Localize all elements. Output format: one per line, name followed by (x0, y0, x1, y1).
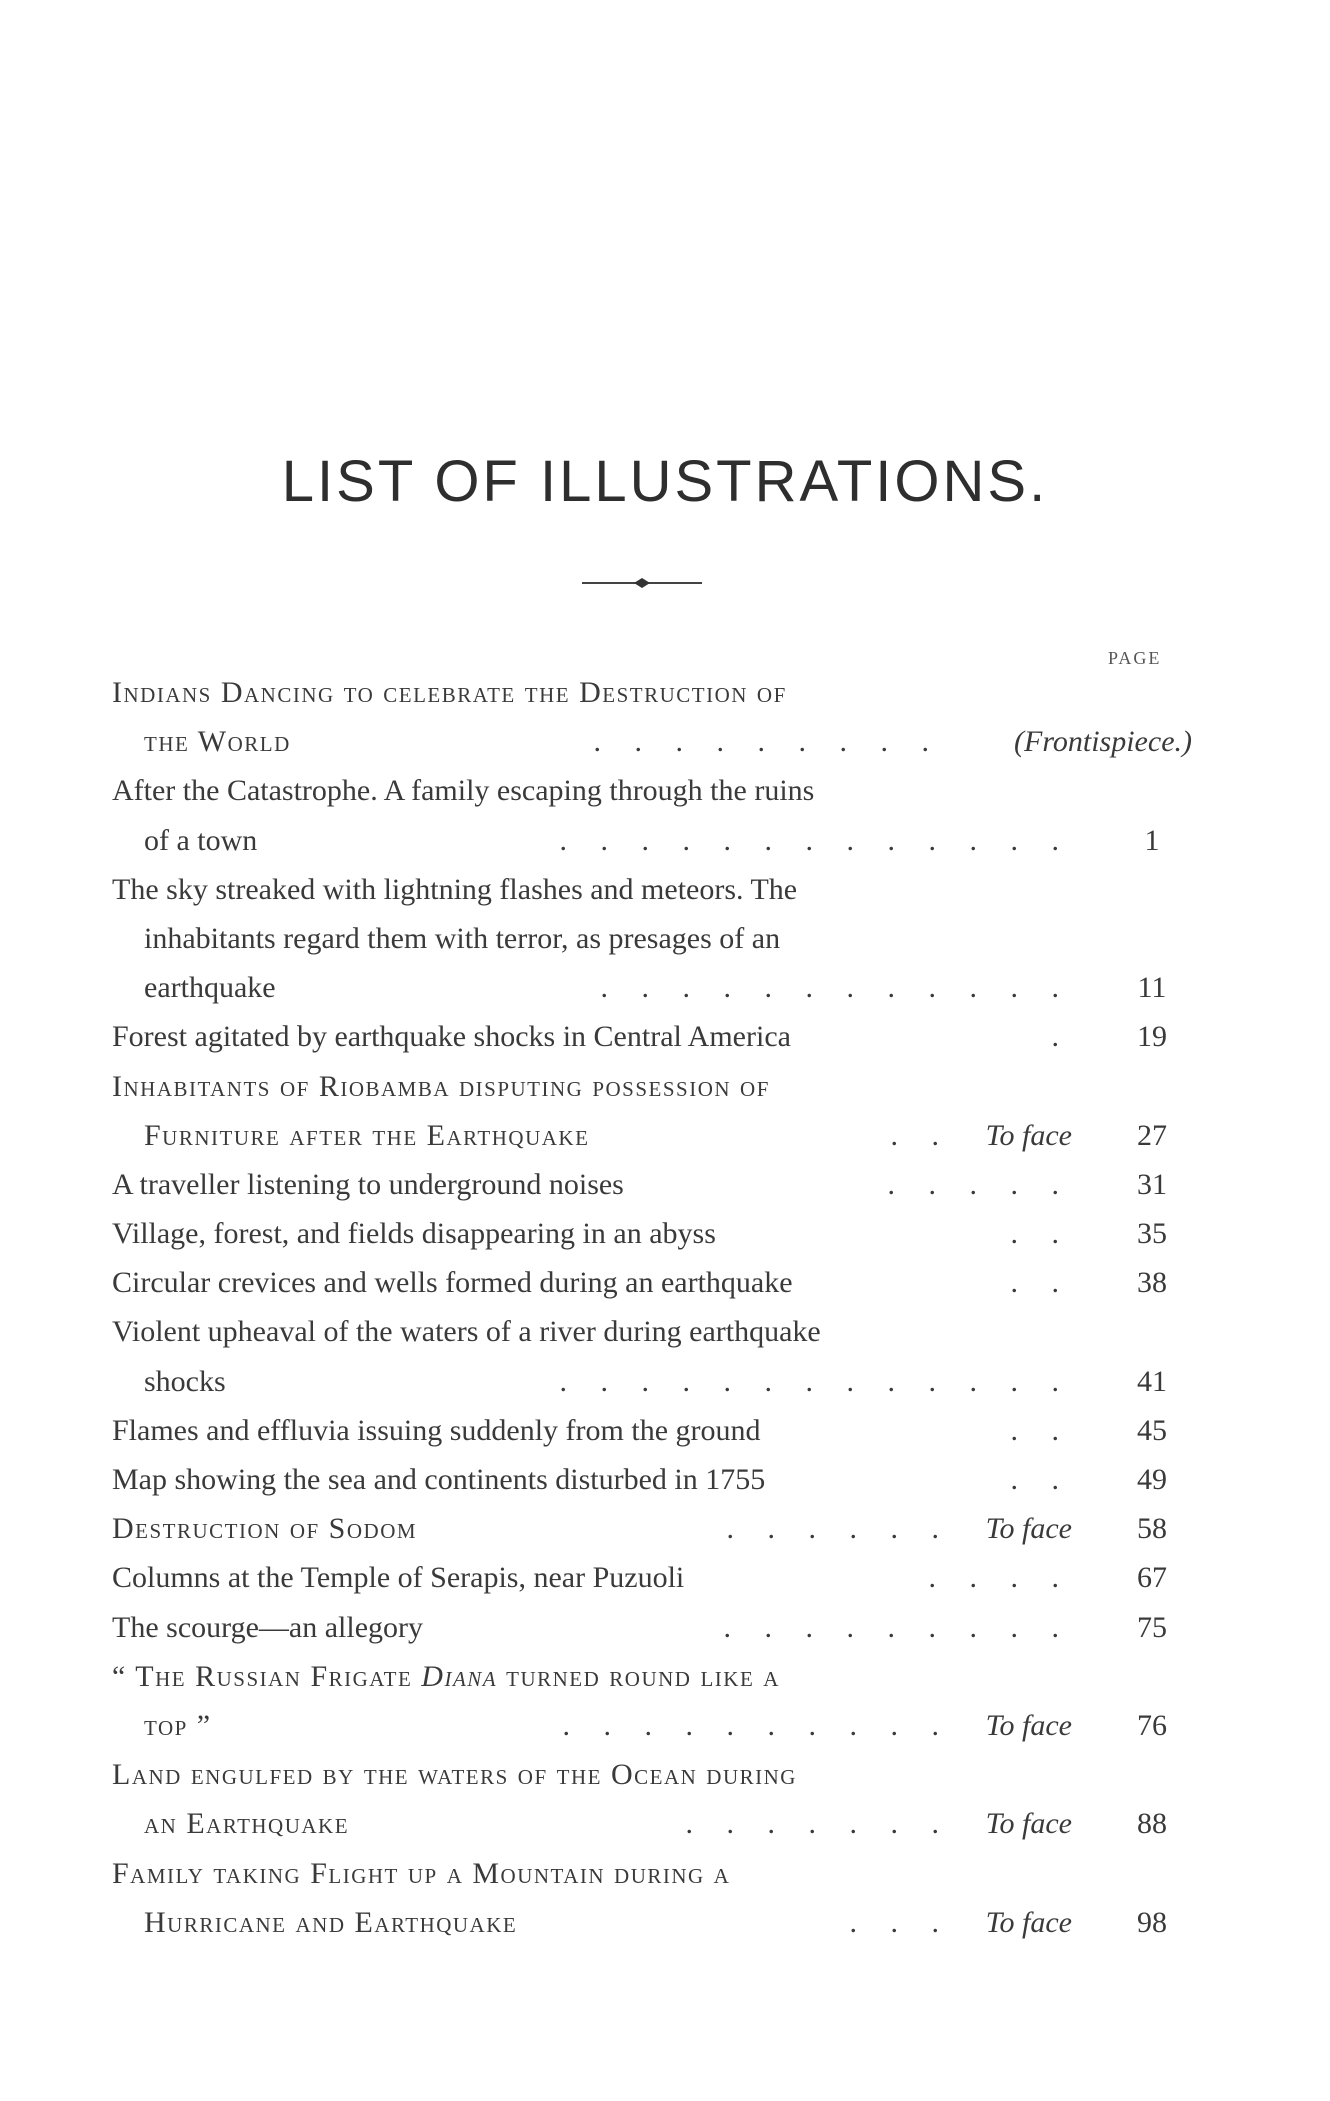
page-number: 11 (1137, 971, 1167, 1005)
page-number: 45 (1137, 1413, 1167, 1447)
page-number: 75 (1137, 1610, 1167, 1644)
to-face-label: To face (985, 1118, 1072, 1152)
dot-leader: . . (890, 1118, 952, 1152)
entry-text: of a town (144, 823, 258, 857)
page-column-label: PAGE (1108, 648, 1162, 668)
dot-leader: . . . (849, 1905, 952, 1939)
list-item (112, 1012, 1192, 1061)
entry-text: Columns at the Temple of Serapis, near Puzuoli (112, 1561, 685, 1595)
entry-text: Flames and effluvia issuing suddenly from the ground (112, 1413, 761, 1447)
dot-leader: . . . . . . . (685, 1807, 952, 1841)
list-item-continuation (112, 1111, 1192, 1160)
entry-text: Indians Dancing to celebrate the Destruction of (112, 676, 787, 709)
entry-text-part: “ The Russian Frigate (112, 1659, 422, 1693)
list-item (112, 1553, 1192, 1602)
list-item (112, 865, 1192, 914)
to-face-label: To face (985, 1708, 1072, 1742)
list-item (112, 1258, 1192, 1307)
page-number: 31 (1137, 1167, 1167, 1201)
dot-leader: . . . . . . (726, 1512, 952, 1546)
list-item-continuation (112, 1357, 1192, 1406)
list-item-continuation (112, 1799, 1192, 1848)
list-item (112, 1062, 1192, 1111)
entry-text: The scourge—an allegory (112, 1610, 424, 1644)
entry-text: Family taking Flight up a Mountain during a (112, 1856, 731, 1890)
dot-leader: . . . . . . . . . (723, 1610, 1072, 1644)
page-number: 38 (1137, 1266, 1167, 1300)
page-number: 1 (1144, 823, 1160, 857)
list-item (112, 1504, 1192, 1553)
entry-text: Inhabitants of Riobamba disputing possession of (112, 1069, 770, 1103)
dot-leader: . (1051, 1020, 1072, 1054)
illustrations-list (112, 668, 1192, 1947)
entry-text: top ” (144, 1708, 212, 1742)
list-item (112, 1406, 1192, 1455)
to-face-label: To face (985, 1512, 1072, 1546)
page-number: 98 (1137, 1905, 1167, 1939)
entry-text: an Earthquake (144, 1807, 350, 1841)
entry-text: A traveller listening to underground noises (112, 1167, 624, 1201)
dot-leader: . . . . (928, 1561, 1072, 1595)
frontispiece-label: (Frontispiece.) (1014, 725, 1192, 759)
list-item (112, 1209, 1192, 1258)
list-item (112, 1307, 1192, 1356)
entry-text: Forest agitated by earthquake shocks in Central America (112, 1020, 791, 1054)
list-item-continuation (112, 914, 1192, 963)
entry-text: Hurricane and Earthquake (144, 1905, 518, 1939)
list-item (112, 1455, 1192, 1504)
list-item-continuation (112, 1701, 1192, 1750)
page-title: LIST OF ILLUSTRATIONS. (281, 449, 1049, 514)
list-item (112, 1652, 1192, 1701)
dot-leader: . . . . . . . . . . . . . (559, 823, 1072, 857)
dot-leader: . . (1010, 1413, 1072, 1447)
list-item (112, 1603, 1192, 1652)
list-item (112, 1849, 1192, 1898)
list-item (112, 1160, 1192, 1209)
entry-text: The sky streaked with lightning flashes and meteors. The (112, 872, 798, 906)
entry-text: Village, forest, and fields disappearing in an abyss (112, 1217, 716, 1251)
list-item-continuation (112, 717, 1192, 766)
list-item (112, 766, 1192, 815)
divider-ornament-icon (582, 576, 702, 590)
page-number: 88 (1137, 1807, 1167, 1841)
entry-text: Map showing the sea and continents disturbed in 1755 (112, 1463, 766, 1496)
entry-text: the World (144, 725, 291, 759)
dot-leader: . . (1010, 1266, 1072, 1300)
page-number: 41 (1137, 1364, 1167, 1398)
entry-text: Furniture after the Earthquake (144, 1118, 590, 1152)
list-item-continuation (112, 1898, 1192, 1947)
to-face-label: To face (985, 1905, 1072, 1939)
dot-leader: . . . . . . . . . (593, 725, 942, 759)
dot-leader: . . . . . (887, 1167, 1072, 1201)
dot-leader: . . (1010, 1463, 1072, 1496)
entry-text: Circular crevices and wells formed during an earthquake (112, 1266, 793, 1300)
entry-text: After the Catastrophe. A family escaping through the ruins (112, 774, 815, 808)
page-number: 76 (1137, 1708, 1167, 1742)
to-face-label: To face (985, 1807, 1072, 1841)
entry-text-part: turned round like a (497, 1659, 780, 1693)
page-number: 19 (1137, 1020, 1167, 1054)
entry-text: earthquake (144, 971, 276, 1005)
list-item-continuation (112, 816, 1192, 865)
page-number: 35 (1137, 1217, 1167, 1251)
list-item (112, 668, 1192, 717)
page-number: 49 (1137, 1463, 1167, 1496)
page-number: 67 (1137, 1561, 1167, 1595)
page-number: 27 (1137, 1118, 1167, 1152)
dot-leader: . . . . . . . . . . (562, 1708, 952, 1742)
entry-text: inhabitants regard them with terror, as presages of an (144, 921, 781, 955)
entry-text: Land engulfed by the waters of the Ocean during (112, 1758, 797, 1792)
ship-name: Diana (421, 1659, 498, 1693)
page-number: 58 (1137, 1512, 1167, 1546)
list-item (112, 1750, 1192, 1799)
dot-leader: . . . . . . . . . . . . (600, 971, 1072, 1005)
entry-text: Destruction of Sodom (112, 1512, 418, 1546)
dot-leader: . . . . . . . . . . . . . (559, 1364, 1072, 1398)
dot-leader: . . (1010, 1217, 1072, 1251)
entry-text: shocks (144, 1364, 226, 1398)
entry-text (112, 1652, 780, 1701)
list-item-continuation (112, 963, 1192, 1012)
entry-text: Violent upheaval of the waters of a river during earthquake (112, 1315, 821, 1349)
